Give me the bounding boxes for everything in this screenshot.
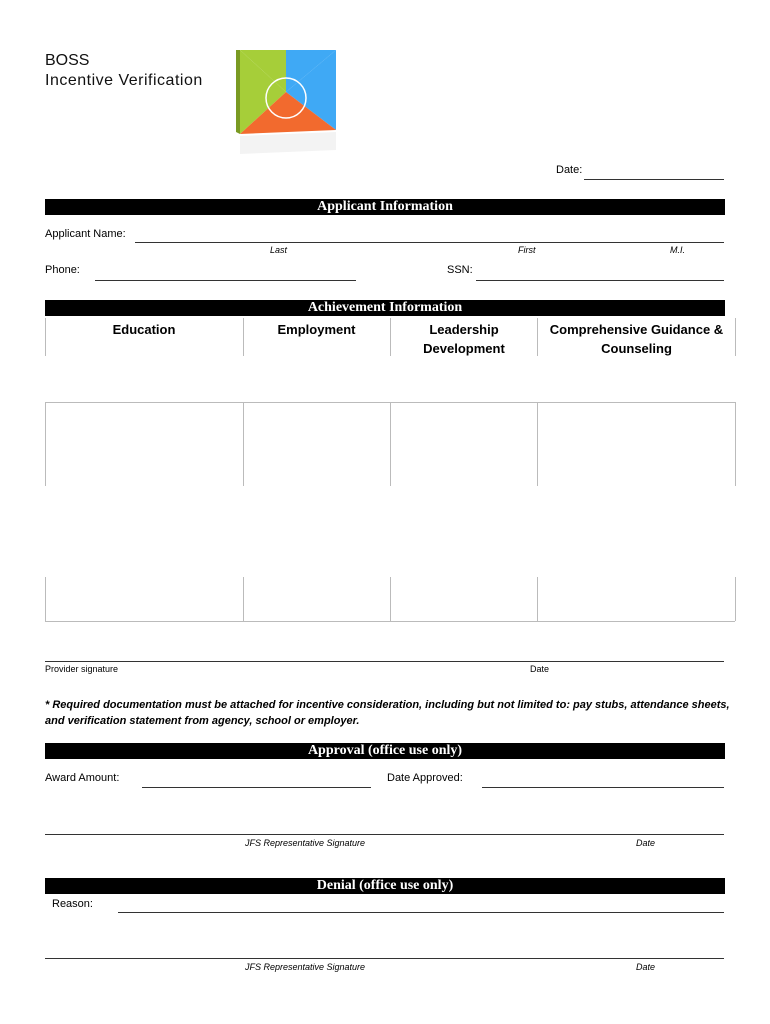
grid-line bbox=[45, 577, 46, 621]
approval-signature-caption: JFS Representative Signature bbox=[245, 838, 366, 848]
reason-field[interactable] bbox=[118, 912, 724, 913]
grid-line bbox=[243, 402, 244, 486]
grid-line bbox=[537, 577, 538, 621]
denial-signature-caption: JFS Representative Signature bbox=[245, 962, 366, 972]
grid-line bbox=[735, 402, 736, 486]
form-title: Incentive Verification bbox=[45, 72, 203, 89]
award-amount-label: Award Amount: bbox=[45, 772, 120, 784]
grid-line bbox=[45, 621, 735, 622]
middle-initial-caption: M.I. bbox=[670, 245, 685, 255]
grid-line bbox=[243, 318, 244, 356]
date-label: Date: bbox=[556, 164, 583, 176]
provider-date-label: Date bbox=[530, 664, 550, 674]
achievement-section-header: Achievement Information bbox=[45, 300, 725, 316]
column-leadership-development: Leadership Development bbox=[423, 322, 505, 356]
column-guidance-counseling: Comprehensive Guidance & Counseling bbox=[549, 322, 724, 356]
org-name: BOSS bbox=[45, 52, 90, 69]
applicant-name-label: Applicant Name: bbox=[45, 228, 126, 240]
provider-signature-label: Provider signature bbox=[45, 664, 119, 674]
column-education: Education bbox=[112, 322, 176, 337]
phone-label: Phone: bbox=[45, 264, 80, 276]
column-employment: Employment bbox=[277, 322, 356, 337]
phone-field[interactable] bbox=[95, 280, 356, 281]
denial-section-header: Denial (office use only) bbox=[45, 878, 725, 894]
required-documentation-note: * Required documentation must be attached for incentive consideration, including but not limited to: pay stubs, attendance sheets, and verification statement from agency, school or employer. bbox=[45, 699, 730, 727]
date-field[interactable] bbox=[584, 179, 724, 180]
approval-section-header: Approval (office use only) bbox=[45, 743, 725, 759]
grid-line bbox=[390, 402, 391, 486]
ssn-label: SSN: bbox=[447, 264, 473, 276]
grid-line bbox=[537, 318, 538, 356]
grid-line bbox=[390, 318, 391, 356]
first-name-caption: First bbox=[518, 245, 536, 255]
denial-signature-field[interactable] bbox=[45, 958, 724, 959]
reason-label: Reason: bbox=[52, 898, 93, 910]
grid-line bbox=[45, 402, 46, 486]
grid-line bbox=[537, 402, 538, 486]
applicant-section-header: Applicant Information bbox=[45, 199, 725, 215]
grid-line bbox=[735, 318, 736, 356]
provider-signature-field[interactable] bbox=[45, 661, 724, 662]
grid-line bbox=[735, 577, 736, 621]
ssn-field[interactable] bbox=[476, 280, 724, 281]
applicant-name-field[interactable] bbox=[135, 242, 724, 243]
date-approved-field[interactable] bbox=[482, 787, 724, 788]
date-approved-label: Date Approved: bbox=[387, 772, 463, 784]
approval-date-caption: Date bbox=[636, 838, 656, 848]
grid-line bbox=[45, 318, 46, 356]
approval-signature-field[interactable] bbox=[45, 834, 724, 835]
last-name-caption: Last bbox=[270, 245, 288, 255]
award-amount-field[interactable] bbox=[142, 787, 371, 788]
boss-logo-icon bbox=[232, 50, 338, 154]
grid-line bbox=[243, 577, 244, 621]
grid-line bbox=[390, 577, 391, 621]
denial-date-caption: Date bbox=[636, 962, 656, 972]
